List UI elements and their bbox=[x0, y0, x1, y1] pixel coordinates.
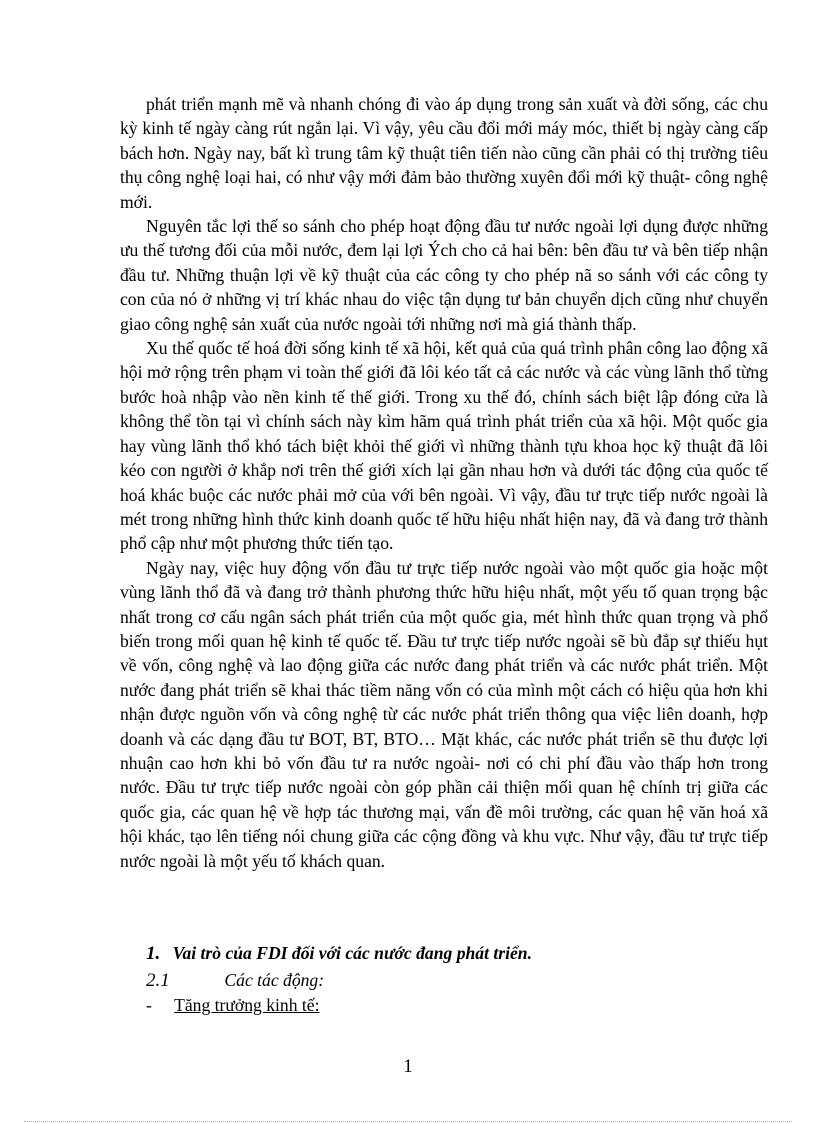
body-text bbox=[120, 92, 768, 873]
paragraph-2-text: Nguyên tắc lợi thế so sánh cho phép hoạt động đầu tư nước ngoài lợi dụng được những ưu thế tương đối của mỗi nước, đem lại lợi Ých cho cả hai bên: bên đầu tư và bên tiếp nhận đầu tư. Những thuận lợi về kỹ thuật của các công ty cho phép nã so sánh với các công ty con của nó ở những vị trí khác nhau do việc tận dụng tư bản chuyển dịch cũng như chuyển giao công nghệ sản xuất của nước ngoài tới những nơi mà giá thành thấp. bbox=[120, 216, 768, 334]
paragraph-4 bbox=[120, 556, 768, 873]
paragraph-4-text: Ngày nay, việc huy động vốn đầu tư trực tiếp nước ngoài vào một quốc gia hoặc một vùng lãnh thổ đã và đang trở thành phương thức hữu hiệu nhất, một yếu tố quan trọng bậc nhất trong cơ cấu ngân sách phát triển của một quốc gia, mét hình thức quan trọng và phổ biến trong mối quan hệ kinh tế quốc tế. Đầu tư trực tiếp nước ngoài sẽ bù đắp sự thiếu hụt về vốn, công nghệ và lao động giữa các nước đang phát triển và các nước phát triển. Một nước đang phát triển sẽ khai thác tiềm năng vốn có của mình một cách có hiệu qủa hơn khi nhận được nguồn vốn và công nghệ từ các nước phát triển thông qua việc liên doanh, hợp doanh và các dạng đầu tư BOT, BT, BTO… Mặt khác, các nước phát triển sẽ thu được lợi nhuận cao hơn khi bỏ vốn đầu tư ra nước ngoài- nơi có chi phí đầu vào thấp hơn trong nước. Đầu tư trực tiếp nước ngoài còn góp phần cải thiện mối quan hệ chính trị giữa các quốc gia, các quan hệ về hợp tác thương mại, vấn đề môi trường, các quan hệ văn hoá xã hội khác, tạo lên tiếng nói chung giữa các cộng đồng và khu vực. Như vậy, đầu tư trực tiếp nước ngoài là một yếu tố khách quan. bbox=[120, 557, 768, 871]
section-number-1: 1. bbox=[146, 943, 161, 964]
bullet-label: Tăng trưởng kinh tế: bbox=[174, 995, 320, 1015]
section-heading-1 bbox=[146, 943, 532, 965]
bullet-item bbox=[146, 995, 319, 1016]
bullet-dash: - bbox=[146, 995, 152, 1015]
section-title-1: Vai trò của FDI đối với các nước đang phát triển. bbox=[172, 943, 532, 963]
subsection-heading-2-1 bbox=[146, 970, 324, 992]
page-number: 1 bbox=[403, 1056, 413, 1077]
paragraph-2 bbox=[120, 214, 768, 336]
paragraph-3 bbox=[120, 336, 768, 556]
paragraph-3-text: Xu thế quốc tế hoá đời sống kinh tế xã hội, kết quả của quá trình phân công lao động xã hội mở rộng trên phạm vi toàn thế giới đã lôi kéo tất cả các nước và các vùng lãnh thổ từng bước hoà nhập vào nền kinh tế thế giới. Trong xu thế đó, chính sách biệt lập đóng cửa là không thể tồn tại vì chính sách này kìm hãm quá trình phát triển của xã hội. Một quốc gia hay vùng lãnh thổ khó tách biệt khỏi thế giới vì những thành tựu khoa học kỹ thuật đã lôi kéo con người ở khắp nơi trên thế giới xích lại gần nhau hơn và dưới tác động của quốc tế hoá khác buộc các nước phải mở của với bên ngoài. Vì vậy, đầu tư trực tiếp nước ngoài là mét trong những hình thức kinh doanh quốc tế hữu hiệu nhất hiện nay, đã và đang trở thành phổ cập như một phương thức tiến tạo. bbox=[120, 338, 768, 554]
subsection-title: Các tác động: bbox=[224, 970, 325, 990]
paragraph-1: phát triển mạnh mẽ và nhanh chóng đi vào áp dụng trong sản xuất và đời sống, các chu kỳ kinh tế ngày càng rút ngắn lại. Vì vậy, yêu cầu đổi mới máy móc, thiết bị ngày càng cấp bách hơn. Ngày nay, bất kì trung tâm kỹ thuật tiên tiến nào cũng cần phải có thị trường tiêu thụ công nghệ loại hai, có như vậy mới đảm bảo thường xuyên đổi mới kỹ thuật- công nghệ mới. bbox=[120, 94, 768, 212]
page-bottom-rule bbox=[24, 1121, 792, 1122]
subsection-number: 2.1 bbox=[146, 970, 170, 991]
